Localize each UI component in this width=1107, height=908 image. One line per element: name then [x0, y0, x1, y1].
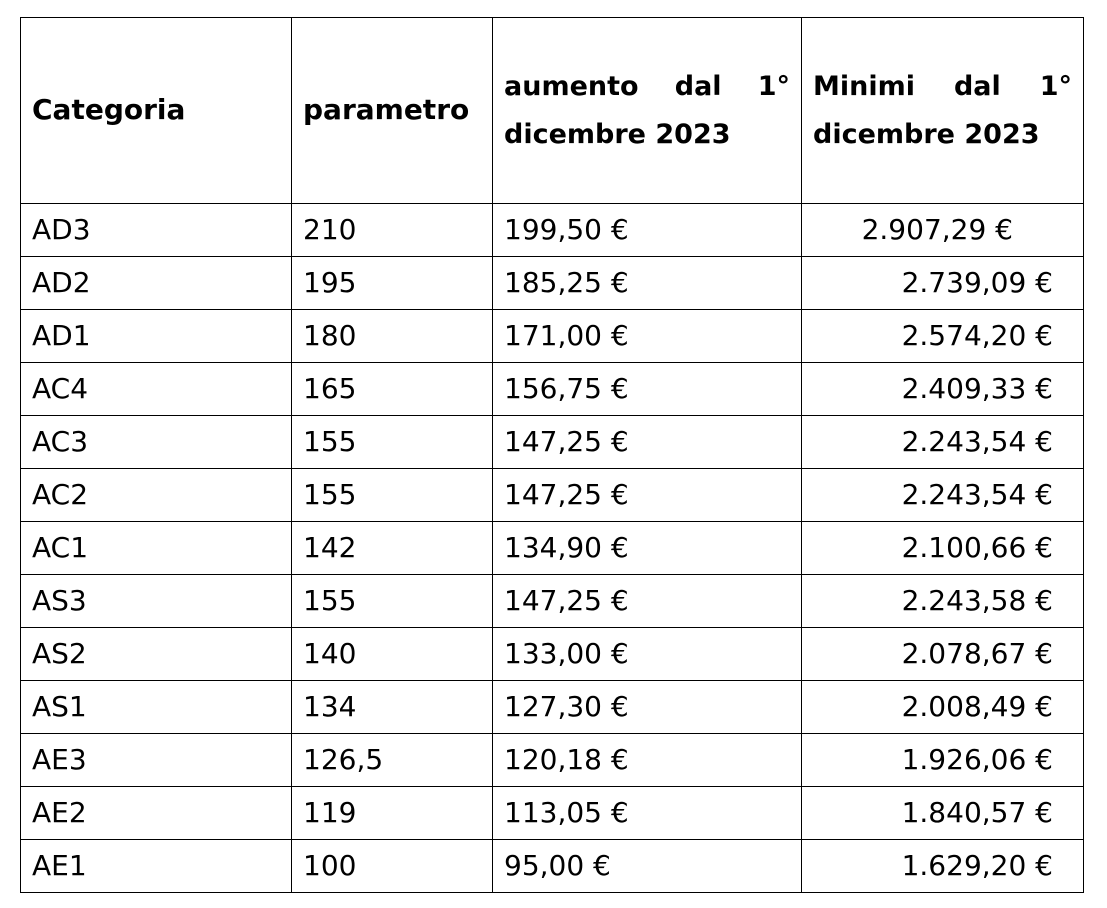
table-row — [21, 416, 1084, 469]
cell-minimi: 2.078,67 € — [802, 628, 1084, 681]
cell-categoria: AD1 — [21, 310, 292, 363]
cell-parametro: 155 — [292, 575, 493, 628]
header-categoria: Categoria — [21, 18, 292, 204]
table-row — [21, 734, 1084, 787]
cell-categoria: AD3 — [21, 204, 292, 257]
table-row — [21, 469, 1084, 522]
cell-categoria: AS3 — [21, 575, 292, 628]
cell-aumento: 147,25 € — [493, 469, 802, 522]
salary-table-container — [20, 17, 1083, 893]
cell-minimi: 2.008,49 € — [802, 681, 1084, 734]
cell-aumento: 113,05 € — [493, 787, 802, 840]
header-minimi: Minimi dal 1° dicembre 2023 — [802, 18, 1084, 204]
cell-minimi: 2.243,54 € — [802, 469, 1084, 522]
cell-aumento: 147,25 € — [493, 416, 802, 469]
cell-categoria: AC2 — [21, 469, 292, 522]
cell-parametro: 142 — [292, 522, 493, 575]
cell-categoria: AS1 — [21, 681, 292, 734]
cell-categoria: AC1 — [21, 522, 292, 575]
salary-table — [20, 17, 1084, 893]
header-row — [21, 18, 1084, 204]
cell-parametro: 134 — [292, 681, 493, 734]
cell-minimi: 2.409,33 € — [802, 363, 1084, 416]
table-row — [21, 310, 1084, 363]
cell-parametro: 165 — [292, 363, 493, 416]
table-row — [21, 840, 1084, 893]
cell-categoria: AE3 — [21, 734, 292, 787]
cell-categoria: AD2 — [21, 257, 292, 310]
cell-parametro: 140 — [292, 628, 493, 681]
cell-minimi: 1.926,06 € — [802, 734, 1084, 787]
cell-aumento: 133,00 € — [493, 628, 802, 681]
cell-parametro: 155 — [292, 469, 493, 522]
table-header — [21, 18, 1084, 204]
cell-aumento: 95,00 € — [493, 840, 802, 893]
cell-parametro: 119 — [292, 787, 493, 840]
table-row — [21, 257, 1084, 310]
cell-parametro: 195 — [292, 257, 493, 310]
cell-aumento: 127,30 € — [493, 681, 802, 734]
cell-minimi: 1.629,20 € — [802, 840, 1084, 893]
table-body — [21, 204, 1084, 893]
table-row — [21, 363, 1084, 416]
cell-parametro: 210 — [292, 204, 493, 257]
table-row — [21, 575, 1084, 628]
cell-aumento: 120,18 € — [493, 734, 802, 787]
cell-parametro: 126,5 — [292, 734, 493, 787]
cell-aumento: 199,50 € — [493, 204, 802, 257]
table-row — [21, 628, 1084, 681]
table-row — [21, 681, 1084, 734]
table-row — [21, 787, 1084, 840]
table-row — [21, 204, 1084, 257]
cell-parametro: 155 — [292, 416, 493, 469]
table-row — [21, 522, 1084, 575]
header-aumento: aumento dal 1° dicembre 2023 — [493, 18, 802, 204]
cell-categoria: AC3 — [21, 416, 292, 469]
cell-aumento: 156,75 € — [493, 363, 802, 416]
cell-categoria: AE1 — [21, 840, 292, 893]
cell-minimi: 1.840,57 € — [802, 787, 1084, 840]
cell-categoria: AC4 — [21, 363, 292, 416]
cell-parametro: 100 — [292, 840, 493, 893]
cell-minimi: 2.574,20 € — [802, 310, 1084, 363]
cell-aumento: 171,00 € — [493, 310, 802, 363]
cell-categoria: AE2 — [21, 787, 292, 840]
cell-aumento: 147,25 € — [493, 575, 802, 628]
cell-minimi: 2.907,29 € — [802, 204, 1084, 257]
cell-categoria: AS2 — [21, 628, 292, 681]
cell-minimi: 2.739,09 € — [802, 257, 1084, 310]
cell-aumento: 185,25 € — [493, 257, 802, 310]
cell-minimi: 2.243,54 € — [802, 416, 1084, 469]
cell-aumento: 134,90 € — [493, 522, 802, 575]
cell-parametro: 180 — [292, 310, 493, 363]
cell-minimi: 2.100,66 € — [802, 522, 1084, 575]
cell-minimi: 2.243,58 € — [802, 575, 1084, 628]
header-parametro: parametro — [292, 18, 493, 204]
